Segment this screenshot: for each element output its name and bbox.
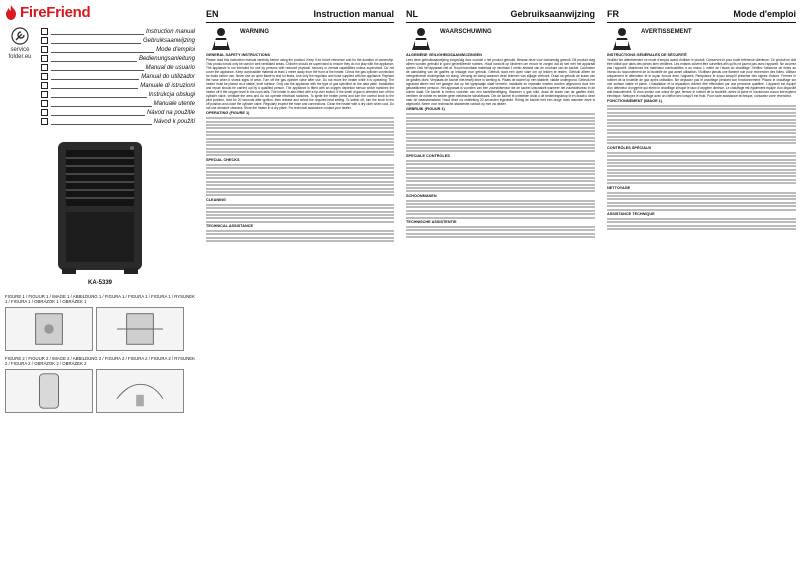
checkbox-icon	[41, 73, 48, 80]
tab-line	[51, 28, 144, 35]
model-number: KA-5339	[87, 280, 112, 286]
section-heading: SPECIAL CHECKS	[206, 157, 240, 162]
body-text: Please read this instruction manual carefully before using the product. Keep it for future reference and for the duration of ownership. This product must only be used in well ventilated areas. Children should be supervised to ensure they do not play with the appliance. The appliance is not intended for use by persons with reduced physical, sensory or mental capabilities unless supervised. Do not cover the appliance. Keep combustible material at least 1 metre away from the front of the heater. Check the gas cylinder connection for leaks before use. Never use an open flame to test for leaks. Use only the regulator and hose supplied with the appliance. Replace the hose when it shows signs of wear. Turn off the gas cylinder valve after use. Do not move the heater while it is operating. The heater must be placed on a stable, level surface. Only use the appliance with the type of gas specified on the data plate. Installation and repair should be carried out by a qualified person. The appliance is fitted with an oxygen depletion sensor which switches the heater off if the oxygen level in the room falls. The heater is also fitted with a tip-over switch. If the smell of gas is detected turn off the cylinder valve, ventilate the area and do not operate electrical switches. To ignite the heater press and turn the control knob to the pilot position, hold for 20 seconds after ignition, then release and select the required heat setting. To switch off, turn the knob to the off position and close the cylinder valve. Regularly inspect the hose and connections. Clean the heater with a dry cloth when cool. Do not use abrasive cleaners. Store the heater in a dry place. For technical assistance contact your dealer.	[206, 57, 394, 111]
section-header	[406, 4, 595, 23]
flame-icon	[5, 5, 17, 20]
checkbox-icon	[41, 91, 48, 98]
figure-caption: FIGURE 2 / FIGUUR 2 / IMAGE 2 / ABBILDUNG 2 / FIGURA 2 / FIGURA 2 / FIGURA 2 / RYSUNEK 2 / FIGURA 2 / OBRÁZOK 2 / OBRÁZEK 2	[5, 356, 195, 366]
brand-name: FireFriend	[20, 4, 91, 21]
manual-tab: Bedienungsanleitung	[41, 54, 195, 63]
text-block	[406, 160, 595, 193]
text-block	[406, 226, 595, 238]
warning-box	[607, 26, 796, 52]
section-heading: OPERATING (FIGURE 1)	[206, 111, 250, 116]
manual-tab: Manual de usuario	[41, 63, 195, 72]
tab-line	[51, 46, 154, 53]
checkbox-icon	[41, 64, 48, 71]
text-block	[406, 113, 595, 152]
text-block	[607, 105, 796, 144]
checkbox-icon	[41, 82, 48, 89]
section-title: Mode d'emploi	[733, 9, 796, 19]
warning-person-icon	[406, 26, 436, 52]
warning-box	[206, 26, 394, 52]
warning-person-icon	[607, 26, 637, 52]
section-heading: NETTOYAGE	[607, 185, 631, 190]
tab-line	[51, 64, 144, 71]
figure-caption: FIGURE 1 / FIGUUR 1 / IMAGE 1 / ABBILDUNG 1 / FIGURA 1 / FIGURA 1 / FIGURA 1 / RYSUNEK 1 / FIGURA 1 / OBRÁZOK 1 / OBRÁZEK 1	[5, 294, 195, 304]
section-heading: CLEANING	[206, 197, 226, 202]
section-title: Instruction manual	[313, 9, 394, 19]
checkbox-icon	[41, 46, 48, 53]
tab-line	[51, 109, 145, 116]
checkbox-icon	[41, 118, 48, 125]
checkbox-icon	[41, 100, 48, 107]
section-heading: FONCTIONNEMENT (IMAGE 1)	[607, 99, 663, 104]
text-block	[607, 218, 796, 230]
section-nl	[400, 0, 601, 566]
tab-line	[51, 37, 141, 44]
manual-tab: Instrukcja obsługi	[41, 90, 195, 99]
manual-tab: Manual do utilizador	[41, 72, 195, 81]
manual-language-list	[41, 27, 195, 126]
text-block	[206, 164, 394, 197]
section-header	[206, 4, 394, 23]
language-code: FR	[607, 9, 619, 19]
checkbox-icon	[41, 109, 48, 116]
section-heading: SPECIALE CONTROLES	[406, 153, 450, 158]
service-label: service folder.eu	[8, 47, 32, 60]
tab-line	[51, 82, 138, 89]
section-header	[607, 4, 796, 23]
section-title: Gebruiksaanwijzing	[510, 9, 595, 19]
figure-panel	[5, 292, 195, 413]
warning-label: WARNING	[240, 29, 269, 35]
section-heading: TECHNICAL ASSISTANCE	[206, 224, 253, 229]
tab-line	[51, 100, 152, 107]
text-block	[206, 204, 394, 223]
tab-line	[51, 91, 147, 98]
figure-image	[96, 307, 184, 351]
language-code: NL	[406, 9, 418, 19]
section-heading: TECHNISCHE ASSISTENTIE	[406, 220, 457, 225]
language-code: EN	[206, 9, 219, 19]
figure-image	[5, 369, 93, 413]
cover-column	[0, 0, 200, 566]
warning-person-icon	[206, 26, 236, 52]
manual-tab: Návod k použití	[41, 117, 195, 126]
service-panel	[5, 27, 195, 126]
text-block	[607, 192, 796, 211]
warning-box	[406, 26, 595, 52]
section-heading: GEBRUIK (FIGUUR 1)	[406, 107, 445, 112]
body-text: Veuillez lire attentivement ce mode d'emploi avant d'utiliser le produit. Conservez-le pour toute référence ultérieure. Ce produit ne doit être utilisé que dans des pièces bien ventilées. Les enfants doivent être surveillés afin qu'ils ne jouent pas avec l'appareil. Ne couvrez pas l'appareil. Maintenez les matériaux combustibles à au moins 1 mètre de l'avant du chauffage. Vérifiez l'absence de fuites au niveau du raccordement de la bouteille de gaz avant utilisation. N'utilisez jamais une flamme nue pour rechercher des fuites. Utilisez uniquement le détendeur et le tuyau fournis avec l'appareil. Remplacez le tuyau lorsqu'il présente des signes d'usure. Fermez le robinet de la bouteille de gaz après utilisation. Ne déplacez pas le chauffage pendant son fonctionnement. Placez le chauffage sur une surface stable et plane. L'installation et la réparation doivent être effectuées par une personne qualifiée. L'appareil est équipé d'un détecteur d'oxygène qui éteint le chauffage lorsque le taux d'oxygène diminue. Le chauffage est également équipé d'un dispositif anti-basculement. Si vous sentez une odeur de gaz, fermez le robinet de la bouteille, aérez la pièce et n'actionnez aucun interrupteur électrique. Nettoyez le chauffage avec un chiffon sec lorsqu'il est froid. Pour toute assistance technique, contactez votre revendeur.	[607, 57, 796, 99]
tab-line	[51, 73, 139, 80]
section-heading: ALGEMENE VEILIGHEIDSAANWIJZINGEN	[406, 53, 482, 57]
checkbox-icon	[41, 55, 48, 62]
figure-image	[5, 307, 93, 351]
tab-line	[51, 55, 137, 62]
section-fr	[601, 0, 802, 566]
section-heading: GENERAL SAFETY INSTRUCTIONS	[206, 53, 270, 57]
manual-tab: Manuale di istruzioni	[41, 81, 195, 90]
section-heading: INSTRUCTIONS GÉNÉRALES DE SÉCURITÉ	[607, 53, 687, 57]
text-block	[206, 117, 394, 156]
checkbox-icon	[41, 37, 48, 44]
heater-illustration	[52, 138, 148, 278]
brand-logo	[5, 4, 195, 21]
manual-tab: Manuale utente	[41, 99, 195, 108]
manual-tab: Návod na použitie	[41, 108, 195, 117]
section-heading: ASSISTANCE TECHNIQUE	[607, 211, 655, 216]
warning-label: WAARSCHUWING	[440, 29, 492, 35]
text-block	[607, 152, 796, 185]
tab-line	[51, 118, 152, 125]
manual-tab: Gebruiksaanwijzing	[41, 36, 195, 45]
text-block	[406, 200, 595, 219]
warning-label: AVERTISSEMENT	[641, 29, 692, 35]
section-heading: SCHOONMAKEN	[406, 193, 437, 198]
section-heading: CONTRÔLES SPÉCIAUX	[607, 145, 652, 150]
manual-tab: Instruction manual	[41, 27, 195, 36]
figure-image	[96, 369, 184, 413]
manual-tab: Mode d'emploi	[41, 45, 195, 54]
section-en	[200, 0, 400, 566]
text-block	[206, 230, 394, 242]
checkbox-icon	[41, 28, 48, 35]
body-text: Lees deze gebruiksaanwijzing zorgvuldig door voordat u het product gebruikt. Bewaar deze voor toekomstig gebruik. Dit product mag alleen worden gebruikt in goed geventileerde ruimtes. Houd toezicht op kinderen om ervoor te zorgen dat zij niet met het apparaat spelen. Dek het apparaat niet af. Houd brandbaar materiaal op minimaal 1 meter afstand van de voorkant van de kachel. Controleer de aansluiting van de gasfles op lekkage voor gebruik. Gebruik nooit een open vlam om op lekken te testen. Gebruik alleen de meegeleverde drukregelaar en slang. Vervang de slang wanneer deze tekenen van slijtage vertoont. Draai na gebruik de kraan van de gasfles dicht. Verplaats de kachel niet terwijl deze in werking is. Plaats de kachel op een stabiele, vlakke ondergrond. Gebruik het apparaat alleen met het gastype dat op het typeplaatje staat vermeld. Installatie en reparatie moeten worden uitgevoerd door een gekwalificeerd persoon. Het apparaat is voorzien van een zuurstofsensor die de kachel uitschakelt wanneer het zuurstofniveau in de ruimte daalt. De kachel is tevens voorzien van een kantelbeveiliging. Wanneer u gas ruikt, draai de kraan van de gasfles dicht, ventileer de ruimte en bedien geen elektrische schakelaars. Om de kachel te ontsteken drukt u de bedieningsknop in en draait u deze naar de waakvlamstand. Houd deze na ontsteking 20 seconden ingedrukt. Reinig de kachel met een droge doek wanneer deze is afgekoeld. Neem voor technische assistentie contact op met uw dealer.	[406, 57, 595, 107]
service-badge	[5, 27, 35, 126]
wrench-icon	[11, 27, 29, 45]
